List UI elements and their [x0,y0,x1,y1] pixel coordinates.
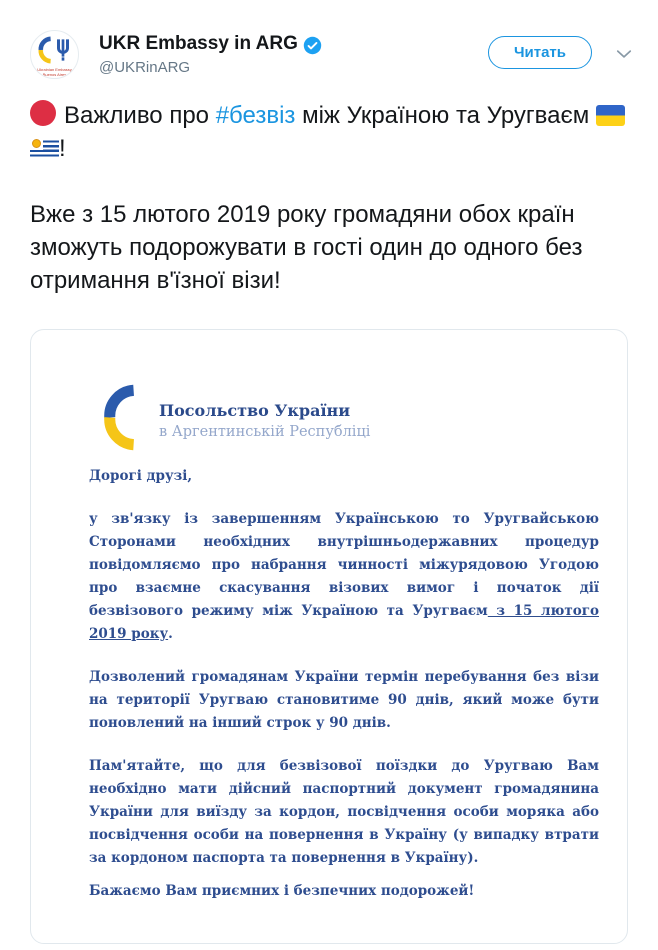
chevron-down-icon[interactable] [614,42,634,64]
letter-paragraph-2: Дозволений громадянам України термін перебування без візи на території Уругваю становитиме 90 днів, який може бути поновлений на інший строк у 90 днів. [89,669,599,731]
tweet-paragraph-1 [30,99,634,165]
avatar-caption-line2: Buenos Aires [42,71,67,77]
ukraine-flag-emoji [596,105,625,126]
tweet-text-segment: Важливо про [64,102,216,129]
letter-paragraph-3: Пам'ятайте, що для безвізової поїздки до Уругваю Вам необхідно мати дійсний паспортний документ громадянина України для виїзду за кордон, посвідчення особи моряка або посвідчення особи на повернення в Україну (у випадку втрати за кордоном паспорта та повернення в Україну). [89,758,599,866]
user-names [99,30,322,76]
red-circle-emoji [30,100,56,126]
avatar[interactable] [30,30,79,79]
user-handle[interactable]: @UKRinARG [99,59,191,76]
follow-button[interactable]: Читать [488,36,592,69]
embassy-crescent-logo-icon [103,380,137,455]
letter-p1-main: у зв'язку із завершенням Українською то Уругвайською Сторонами необхідних внутрішньодержавних процедур повідомляємо про набрання чинності міжурядовою Угодою про взаємне скасування візових вимог і початок дії безвізового режиму між Україною та Уругваєм [89,511,599,619]
embassy-name: Посольство України [159,401,351,420]
letter-paragraph-1 [89,508,599,646]
letter-greeting: Дорогі друзі, [89,468,193,484]
uruguay-sun-icon [32,139,41,148]
embassy-location: в Аргентинській Республіці [159,424,371,440]
letter-paragraph-4: Бажаємо Вам приємних і безпечних подорожей! [89,883,475,899]
crescent-icon [38,35,52,65]
letter-body [89,465,599,903]
letter-header [103,380,599,455]
tweet-text-segment: між Україною та Уругваєм [295,102,596,129]
embassy-letter [31,330,627,943]
display-name[interactable]: UKR Embassy in ARG [99,33,298,54]
avatar-embassy-logo-icon [38,35,71,65]
tweet-text-segment: ! [59,135,66,162]
tweet-attached-image[interactable] [30,329,628,944]
letter-p1-end: . [168,626,173,642]
trident-icon [55,37,71,63]
tweet-text [30,99,634,297]
avatar-caption [37,67,71,77]
uruguay-flag-emoji [30,138,59,159]
header-actions [488,30,634,69]
letter-org-block [159,395,370,440]
hashtag-link[interactable]: #безвіз [215,102,296,129]
letter-p1-date-underlined: з 15 лютого 2019 року [89,603,599,642]
avatar-caption-line1: Ukrainian Embassy [37,66,72,72]
tweet-header [30,30,634,79]
tweet-paragraph-2: Вже з 15 лютого 2019 року громадяни обох країн зможуть подорожувати в гості один до одного без отримання в'їзної візи! [30,201,583,294]
verified-badge-icon [303,36,322,55]
